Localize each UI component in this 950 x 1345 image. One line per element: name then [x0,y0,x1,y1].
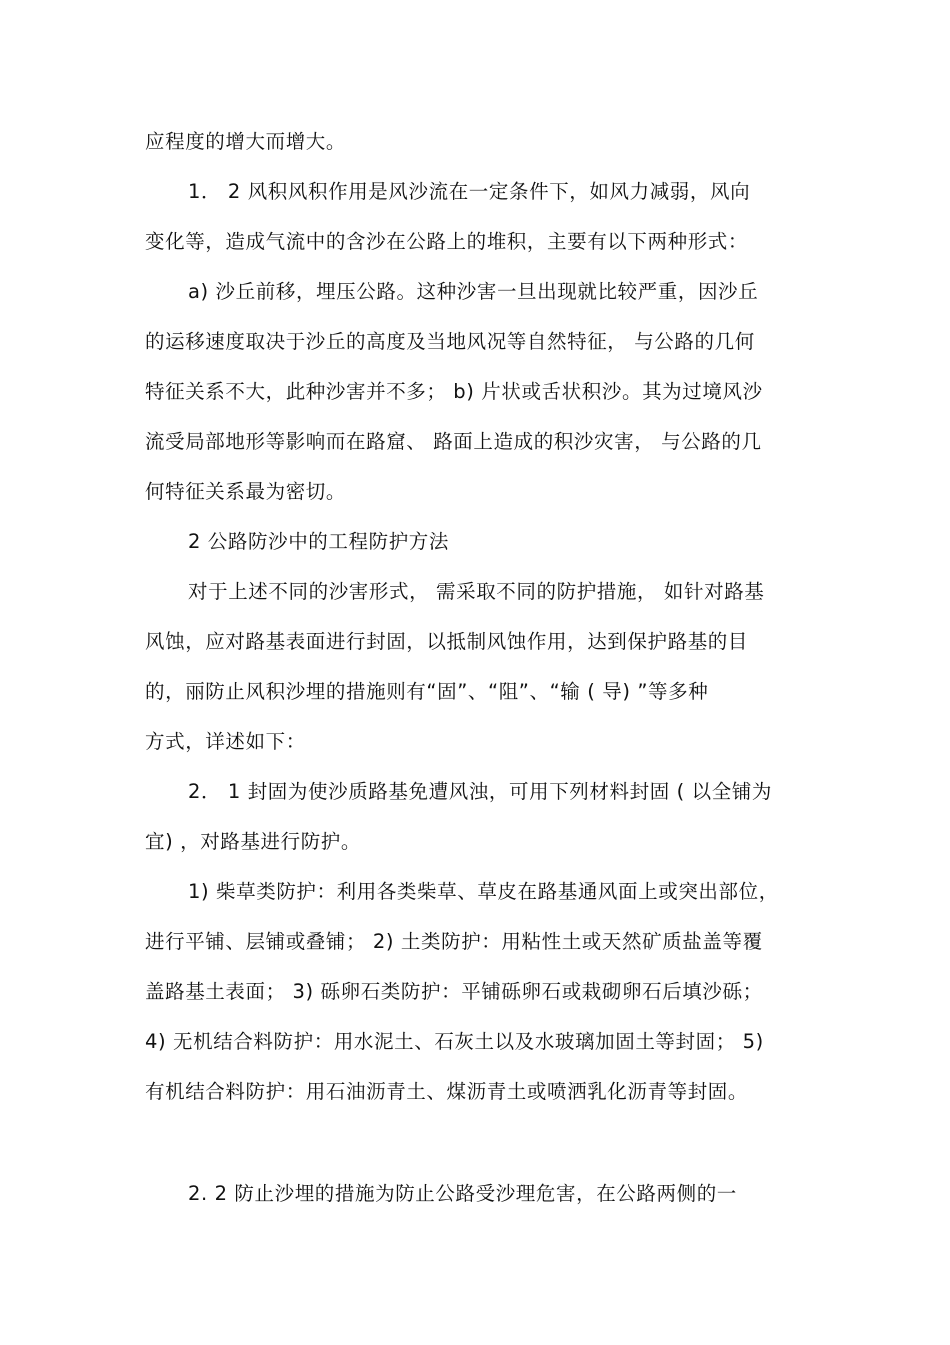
text-line: 宜) ，对路基进行防护。 [145,830,362,853]
section-heading-1-2: 1． 2 风积风积作用是风沙流在一定条件下，如风力减弱，风向 [188,180,751,203]
text-line: 4) 无机结合料防护：用水泥土、石灰土以及水玻璃加固土等封固； 5) [145,1030,764,1053]
text-line: 的运移速度取决于沙丘的高度及当地风况等自然特征， 与公路的几何 [145,330,755,353]
text-line: 流受局部地形等影响而在路窟、 路面上造成的积沙灾害， 与公路的几 [145,430,762,453]
text-line: a) 沙丘前移，埋压公路。这种沙害一旦出现就比较严重，因沙丘 [188,280,759,303]
text-line: 应程度的增大而增大。 [145,130,347,153]
text-line: 进行平铺、层铺或叠铺； 2) 土类防护：用粘性土或天然矿质盐盖等覆 [145,930,763,953]
section-heading-2-2: 2. 2 防止沙埋的措施为防止公路受沙理危害，在公路两侧的一 [188,1182,737,1205]
text-line: 的，丽防止风积沙埋的措施则有“固”、“阻”、“输 ( 导) ”等多种 [145,680,709,703]
section-heading-2: 2 公路防沙中的工程防护方法 [188,530,450,553]
section-heading-2-1: 2． 1 封固为使沙质路基免遭风浊，可用下列材料封固 ( 以全铺为 [188,780,773,803]
text-line: 特征关系不大，此种沙害并不多； b) 片状或舌状积沙。其为过境风沙 [145,380,763,403]
text-line: 1) 柴草类防护：利用各类柴草、草皮在路基通风面上或突出部位， [188,880,779,903]
text-line: 方式，详述如下： [145,730,306,753]
text-line: 何特征关系最为密切。 [145,480,347,503]
text-line: 风蚀，应对路基表面进行封固，以抵制风蚀作用，达到保护路基的目 [145,630,749,653]
text-line: 盖路基土表面； 3) 砾卵石类防护：平铺砾卵石或栽砌卵石后填沙砾； [145,980,763,1003]
text-line: 有机结合料防护：用石油沥青土、煤沥青土或喷洒乳化沥青等封固。 [145,1080,749,1103]
text-line: 对于上述不同的沙害形式， 需采取不同的防护措施， 如针对路基 [188,580,765,603]
text-line: 变化等，造成气流中的含沙在公路上的堆积，主要有以下两种形式： [145,230,749,253]
